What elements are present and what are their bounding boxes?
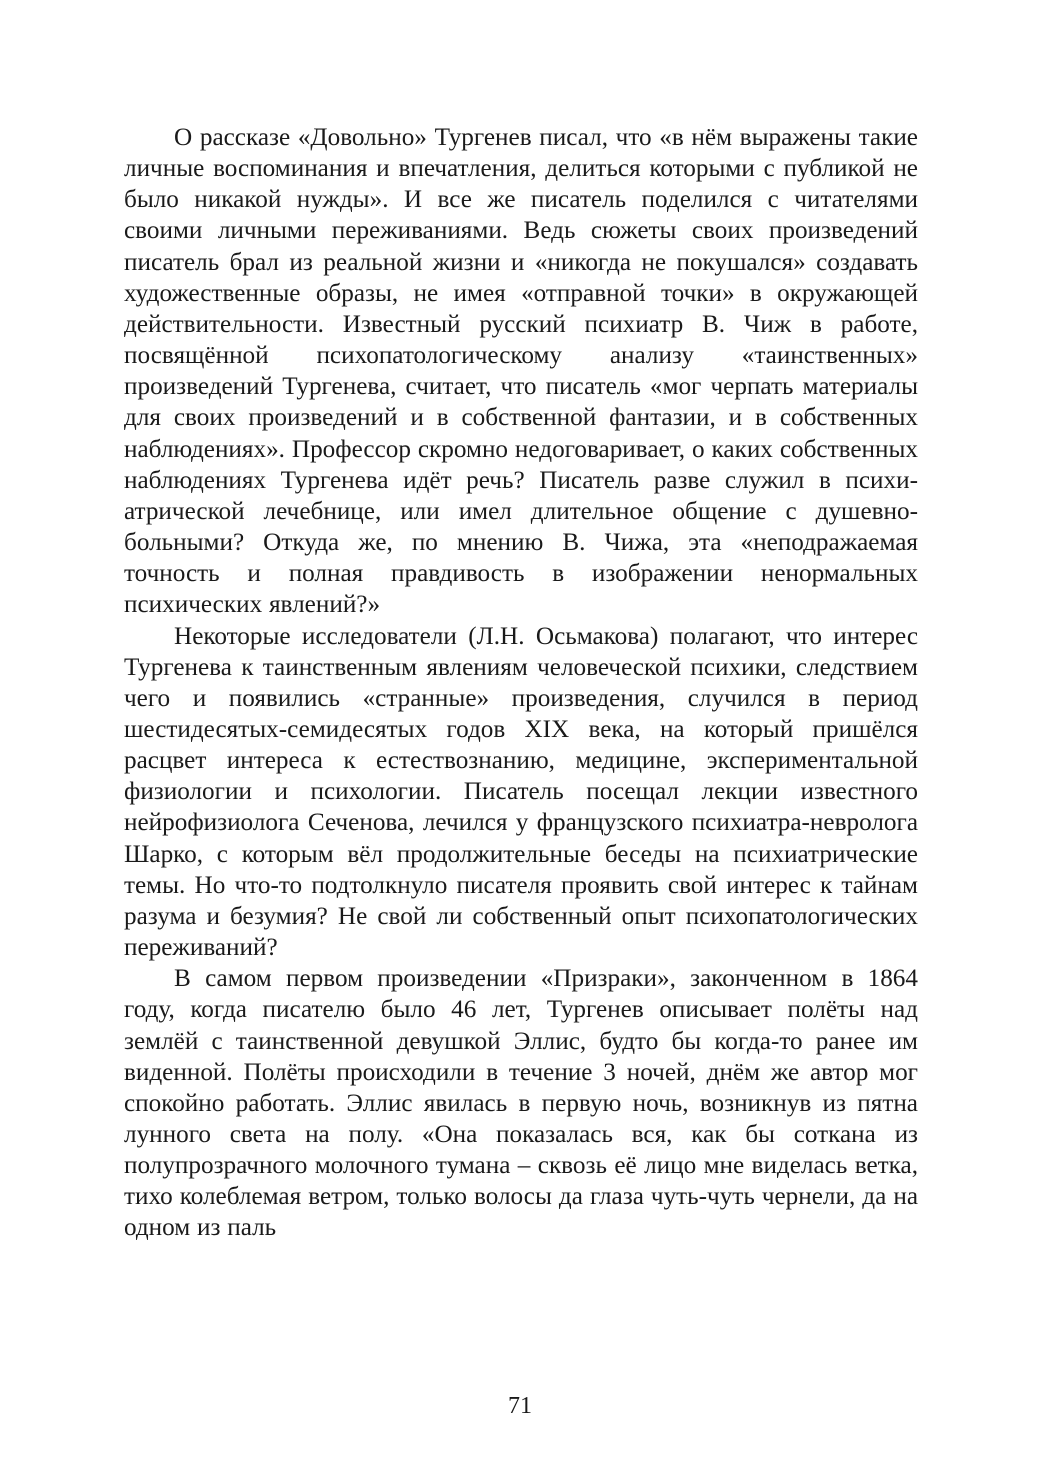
- paragraph-2: Некоторые исследователи (Л.Н. Осьмакова) полагают, что интерес Тургенева к таинственным явлениям человеческой психики, следствием чего и появились «странные» произведения, случился в период шестидесятых-семидесятых годов XIX века, на который пришёлся расцвет интереса к естествознанию, медицине, экспериментальной физиологии и психологии. Писатель посещал лекции известного нейрофизиолога Сеченова, лечился у французского психиатра-невролога Шарко, с которым вёл продолжительные беседы на психиатрические темы. Но что-то подтолкнуло писателя проявить свой интерес к тайнам разума и безумия? Не свой ли собственный опыт психопатологических переживаний?: [124, 622, 918, 962]
- body-text: [124, 122, 918, 1244]
- page-number: 71: [508, 1393, 532, 1419]
- paragraph-1: О рассказе «Довольно» Тургенев писал, что «в нём выражены такие личные воспоминания и впечатления, делиться которыми с публикой не было никакой нужды». И все же писатель поделился с читателями своими личными переживаниями. Ведь сюжеты своих произведений писатель брал из реальной жизни и «никогда не покушался» создавать художественные образы, не имея «отправной точки» в окружающей действительности. Известный русский психиатр В. Чиж в работе, посвящённой психопатологическому анализу «таинственных» произведений Тургенева, считает, что писатель «мог черпать материалы для своих произведений и в собственной фантазии, и в собственных наблюдениях». Профессор скромно недоговаривает, о каких собственных наблюдениях Тургенева идёт речь? Писатель разве служил в психиатрической лечебнице, или имел длительное общение с душевнобольными? Откуда же, по мнению В. Чижа, эта «неподражаемая точность и полная правдивость в изображении ненормальных психических явлений?»: [124, 124, 918, 619]
- paragraph-3: В самом первом произведении «Призраки», законченном в 1864 году, когда писателю было 46 лет, Тургенев описывает полёты над землёй с таинственной девушкой Эллис, будто бы когда-то ранее им виденной. Полёты происходили в течение 3 ночей, днём же автор мог спокойно работать. Эллис явилась в первую ночь, возникнув из пятна лунного света на полу. «Она показалась вся, как бы соткана из полупрозрачного молочного тумана – сквозь её лицо мне виделась ветка, тихо колеблемая ветром, только волосы да глаза чуть-чуть чернели, да на одном из паль: [124, 965, 918, 1242]
